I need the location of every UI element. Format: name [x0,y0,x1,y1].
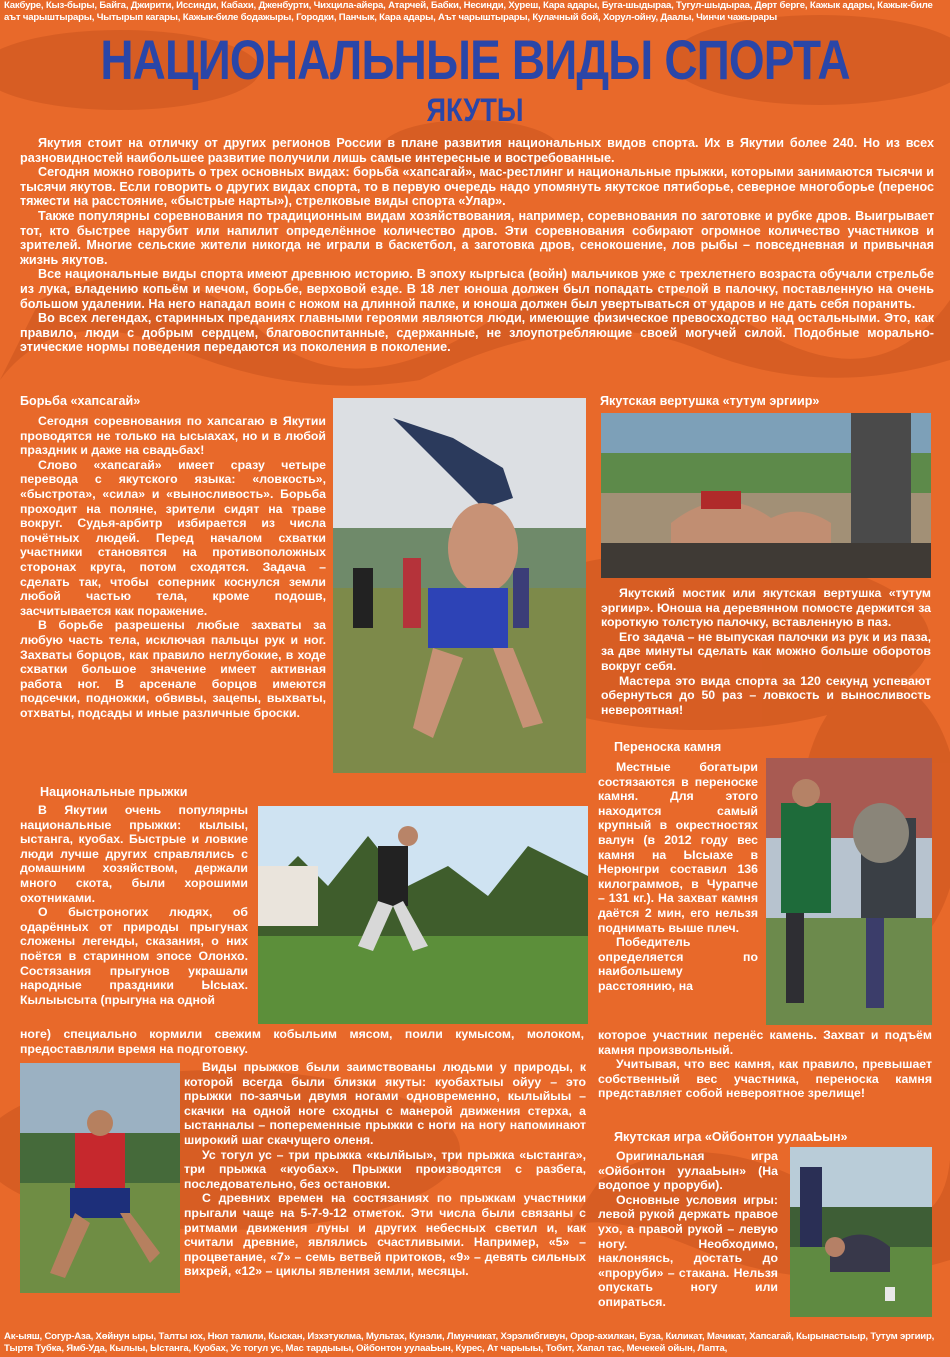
wrestling-paragraph: Сегодня соревнования по хапсагаю в Якутии проводятся не только на ысыахах, но и в любой праздник и даже на свадьбах! [20,414,326,458]
wrestling-paragraph: В борьбе разрешены любые захваты за любую часть тела, исключая пальцы рук и ног. Захваты борцов, как правило неглубокие, в ходе схватки большое значение имеет активная работа ног. В арсенале борцов имеются подсечки, подножки, обвивы, зацепы, выхваты, отхваты, подсады и иные различные броски. [20,618,326,720]
jumps-paragraph: О быстроногих людях, об одарённых от природы прыгунах сложены легенды, сказания, о них поётся в старинном эпосе Олонхо. Состязания прыгунов украшали народные праздники Ысыах. Кылыысыта (прыгуна на одной [20,905,248,1007]
wrestling-heading: Борьба «хапсагай» [20,394,141,408]
intro-paragraph: Все национальные виды спорта имеют древнюю историю. В эпоху кыргыса (войн) мальчиков уже с трехлетнего возраста обучали стрельбе из лука, владению копьём и мечом, борьбе, верховой езде. В 18 лет юноша должен был попадать стрелой в палочку, поставленную на очень большом удалении. На него нападал воин с ножом на длинной палке, и юноша должен был увертываться от ударов и не дать себя поранить. [20,267,934,311]
stone-text-narrow [598,760,758,994]
stone-paragraph: Местные богатыри состязаются в переноске камня. Для этого находится самый крупный в окрестностях валун (в 2012 году вес камня на Ысыахе в Нерюнгри составил 136 килограммов, в Чурапче – 131 кг.). На захват камня даётся 2 мин, его нельзя поднимать выше плеч. [598,760,758,935]
stone-paragraph: Победитель определяется по наибольшему расстоянию, на [598,935,758,993]
tutum-paragraph: Мастера это вида спорта за 120 секунд успевают обернуться до 50 раз – ловкость и выносливость невероятная! [601,673,931,717]
sports-list-top: Какбуре, Кыз-быры, Байга, Джирити, Иссинди, Кабахи, Дженбурти, Чихцила-айера, Атарчей, Бабки, Несинди, Хуреш, Кара адары, Буга-шыдыраа, Тугул-шыдыраа, Дөрт берге, Кажык адары, Кажык-биле аът чарыштырары, Чытырып кагары, Кажык-биле бодажыры, Городки, Панчык, Кара адары, Аът чарыштырары, Кулачный бой, Хорул-ойну, Даалы, Чинчи чажырары [4,0,933,23]
game-photo [790,1147,932,1317]
jumps-text-wide [20,1027,584,1056]
game-text [598,1149,778,1310]
jumps-paragraph: С древних времен на состязаниях по прыжкам участники прыгали чаще на 5-7-9-12 отметок. Эти числа были связаны с ритмами движения луны и других небесных светил и, как считали древние, являлись счастливыми. Например, «5» – процветание, «7» – семь ветвей притоков, «9» – девять сильных вихрей, «12» – циклы явления земли, месяцы. [184,1191,586,1279]
intro-paragraph: Якутия стоит на отличку от других регионов России в плане развития национальных видов спорта. Их в Якутии более 240. Но из всех разновидностей наибольшее развитие получили лишь самые интересные и востребованные. [20,136,934,165]
intro-paragraph: Во всех легендах, старинных преданиях главными героями являются люди, имеющие физическое превосходство над остальными. Это, как правило, люди с добрым сердцем, благовоспитанные, сдержанные, не злоупотребляющие своей могучей силой. Подобные морально-этические нормы поведения передаются из поколения в поколение. [20,311,934,355]
stone-photo [766,758,932,1025]
tutum-heading: Якутская вертушка «тутум эргиир» [600,394,820,408]
jumps-paragraph: Виды прыжков были заимствованы людьми у природы, к которой всегда были близки якуты: куобахтыы ойуу – это прыжки по-заячьи двумя ногами одновременно, кылыйыы – скачки на одной ноге сходны с манерой движения стерха, а ыстанналы – попеременные прыжки с ноги на ногу напоминают широкий шаг скачущего оленя. [184,1060,586,1147]
game-paragraph: Оригинальная игра «Ойбонтон уулааЬын» (На водопое у проруби). [598,1149,778,1193]
jumps-text-right [184,1060,586,1279]
tutum-text [601,586,931,717]
intro-paragraph: Также популярны соревнования по традиционным видам хозяйствования, например, соревнования по заготовке и рубке дров. Выигрывает тот, кто быстрее нарубит или напилит определённое количество дров. Эти соревнования собирают огромное количество участников и зрителей. Многие сельские жители никогда не играли в баскетбол, а заготовка дров, сенокошение, лов рыбы – повседневная и привычная жизнь якутов. [20,208,934,267]
jumps-text-left [20,803,248,1007]
tutum-paragraph: Его задача – не выпуская палочки из рук и из паза, за две минуты сделать как можно больше оборотов вокруг себя. [601,629,931,673]
wrestling-photo [333,398,586,773]
tutum-paragraph: Якутский мостик или якутская вертушка «тутум эргиир». Юноша на деревянном помосте держится за короткую толстую палочку, вставленную в паз. [601,586,931,630]
intro-paragraph: Сегодня можно говорить о трех основных видах: борьба «хапсагай», мас-рестлинг и национальные прыжки, которыми занимаются тысячи и тысячи якутов. Если говорить о других видах спорта, то в первую очередь надо упомянуть якутское пятиборье, северное многоборье (перенос тяжести на расстояние, «быстрые нарты»), стрелковые виды спорта «Улар». [20,165,934,209]
game-heading: Якутская игра «Ойбонтон уулааЬын» [614,1130,848,1144]
tutum-photo [601,413,931,578]
stone-heading: Переноска камня [614,740,722,754]
stone-paragraph: Учитывая, что вес камня, как правило, превышает собственный вес участника, переноска камня представляет собой невероятное зрелище! [598,1057,932,1101]
wrestling-paragraph: Слово «хапсагай» имеет сразу четыре перевода с якутского языка: «ловкость», «быстрота», «сила» и «выносливость». Борьба проходит на поляне, зрители сидят на траве вокруг. Судья-арбитр избирается из числа почётных людей. Перед началом схватки участники становятся на противоположных сторонах круга, потом сходятся. Задача – сделать так, чтобы соперник коснулся земли любой частью тела, кроме подошв, засчитывается как поражение. [20,457,326,618]
game-paragraph: Основные условия игры: левой рукой держать правое ухо, а правой рукой – левую ногу. Необходимо, наклоняясь, достать до «проруби» – стакана. Нельзя опускать ногу или опираться. [598,1192,778,1309]
jumps-heading: Национальные прыжки [40,785,188,799]
jumps-paragraph: В Якутии очень популярны национальные прыжки: кылыы, ыстанга, куобах. Быстрые и ловкие люди лучше других справлялись с домашним хозяйством, держали много скота, были хорошими охотниками. [20,803,248,905]
jumps-paragraph: ноге) специально кормили свежим кобыльим мясом, поили кумысом, молоком, предоставляли время на подготовку. [20,1027,584,1056]
intro-text [20,136,934,355]
jumps-paragraph: Ус тогул ус – три прыжка «кылйыы», три прыжка «ыстанга», три прыжка «куобах». Прыжки производятся с разбега, последовательно, без остановки. [184,1147,586,1191]
wrestling-text [20,414,326,720]
stone-text-wide [598,1028,932,1101]
stone-paragraph: которое участник перенёс камень. Захват и подъём камня произвольный. [598,1028,932,1057]
running-photo [20,1063,180,1293]
page-title: НАЦИОНАЛЬНЫЕ ВИДЫ СПОРТА [100,28,850,91]
sports-list-bottom: Ак-ыяш, Согур-Аза, Хөйнун ыры, Талты юх, Нюл талили, Кыскан, Изхэтуклма, Мультах, Кунэли, Лмунчикат, Хэрэлибгивун, Орор-ахилкан, Буза, Киликат, Мачикат, Хапсагай, Кырынастыыр, Тутум эргиир, Тыртя Тубка, Ямб-Уда, Кылыы, Ыстанга, Куобах, Ус тогул ус, Мас тардыыы, Ойбонтон уулааЬын, Курес, Ат чарыыы, Тобит, Хапал тас, Мечекей ойын, Лапта, [4,1331,935,1354]
jumps-photo [258,806,588,1024]
page-subtitle: ЯКУТЫ [426,92,524,128]
